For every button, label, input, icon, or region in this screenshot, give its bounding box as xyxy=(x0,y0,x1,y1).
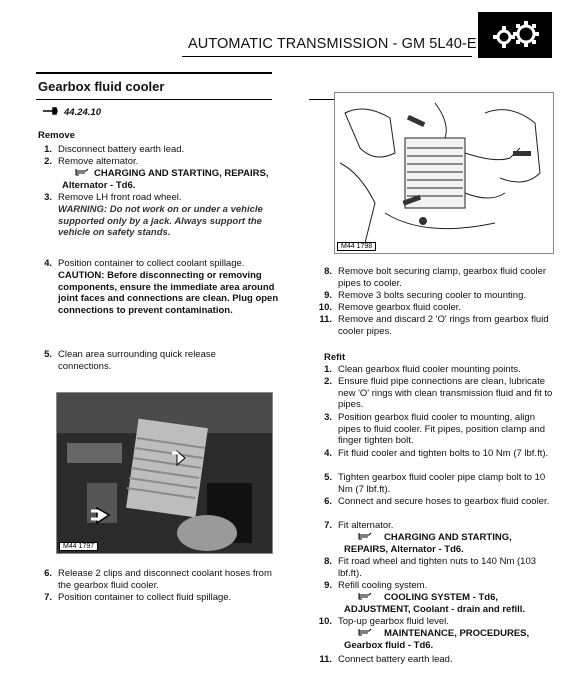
gears-icon xyxy=(478,12,552,58)
caution-note: CAUTION: Before disconnecting or removing components, ensure the immediate area around joint faces and connections are clean. Plug open connections to prevent contamination. xyxy=(58,270,279,316)
operation-code-text: 44.24.10 xyxy=(64,107,101,118)
refit-heading: Refit xyxy=(324,352,346,363)
figure-photo-cooler xyxy=(56,392,273,554)
section-rule-top xyxy=(36,72,272,74)
cross-reference[interactable]: MAINTENANCE, PROCEDURES, Gearbox fluid - Td6. xyxy=(344,628,530,651)
remove-steps-left-bottom: 6. Release 2 clips and disconnect coolant hoses from the gearbox fluid cooler. 7. Position container to collect fluid spillage. xyxy=(44,568,272,603)
cross-reference[interactable]: CHARGING AND STARTING, REPAIRS, Alternator - Td6. xyxy=(62,168,269,191)
figure-label: M44 1798 xyxy=(337,242,376,251)
figure-label: M44 1797 xyxy=(59,542,98,551)
header-rule xyxy=(182,56,472,57)
remove-steps-right: 8. Remove bolt securing clamp, gearbox fluid cooler pipes to cooler. 9. Remove 3 bolts securing cooler to mounting. 10. Remove gearbox fluid cooler. 11. Remove and discard 2 'O' rings from gearbox fluid cooler pipes. xyxy=(318,266,549,337)
cross-reference[interactable]: CHARGING AND STARTING, REPAIRS, Alternator - Td6. xyxy=(344,532,512,555)
remove-steps-left: 1. Disconnect battery earth lead. 2. Remove alternator. CHARGING AND STARTING, REPAIRS, Alternator - Td6. 3. Remove LH front road wheel. WARNING: Do not work on or under a vehicle supported only by a jack. Always support the vehicle on safety stands. 4. Position container to collect coolant spillage. CAUTION: Before disconnecting or removing components, ensure the immediate area around joint faces and connections are clean. Plug open connections to prevent contamination. 5. Clean area surrounding quick release connections. xyxy=(38,144,278,614)
section-title: Gearbox fluid cooler xyxy=(38,79,165,94)
wrench-icon xyxy=(42,107,58,118)
figure-diagram-cooler xyxy=(334,92,554,254)
operation-code xyxy=(42,107,101,118)
section-rule-bottom xyxy=(36,99,272,100)
refit-steps: 1. Clean gearbox fluid cooler mounting points. 2. Ensure fluid pipe connections are clean, lubricate new 'O' rings with clean transmission fluid and fit to pipes. 3. Position gearbox fluid cooler to mounting, align pipes to fluid cooler. Fit pipes, position clamp and finger tighten bolt. 4. Fit fluid cooler and tighten bolts to 10 Nm (7 lbf.ft). 5. Tighten gearbox fluid cooler pipe clamp bolt to 10 Nm (7 lbf.ft). 6. Connect and secure hoses to gearbox fluid cooler. 7. Fit alternator. CHARGING AND STARTING, REPAIRS, Alternator - Td6. 8. Fit road wheel and tighten nuts to 140 Nm (103 lbf.ft). 9. Refill cooling system. COOLING SYSTEM - Td6, ADJUSTMENT, Coolant - drain and refill. 10. Top-up gearbox fluid level. MAINTENANCE, PROCEDURES, Gearbox fluid - Td6. 11. Connect battery earth lead. xyxy=(318,364,563,684)
warning-note: WARNING: Do not work on or under a vehicle supported only by a jack. Always support the vehicle on safety stands. xyxy=(58,204,263,238)
page-header-title: AUTOMATIC TRANSMISSION - GM 5L40-E xyxy=(188,36,477,52)
remove-heading: Remove xyxy=(38,130,75,141)
cross-reference[interactable]: COOLING SYSTEM - Td6, ADJUSTMENT, Coolant - drain and refill. xyxy=(344,592,526,615)
